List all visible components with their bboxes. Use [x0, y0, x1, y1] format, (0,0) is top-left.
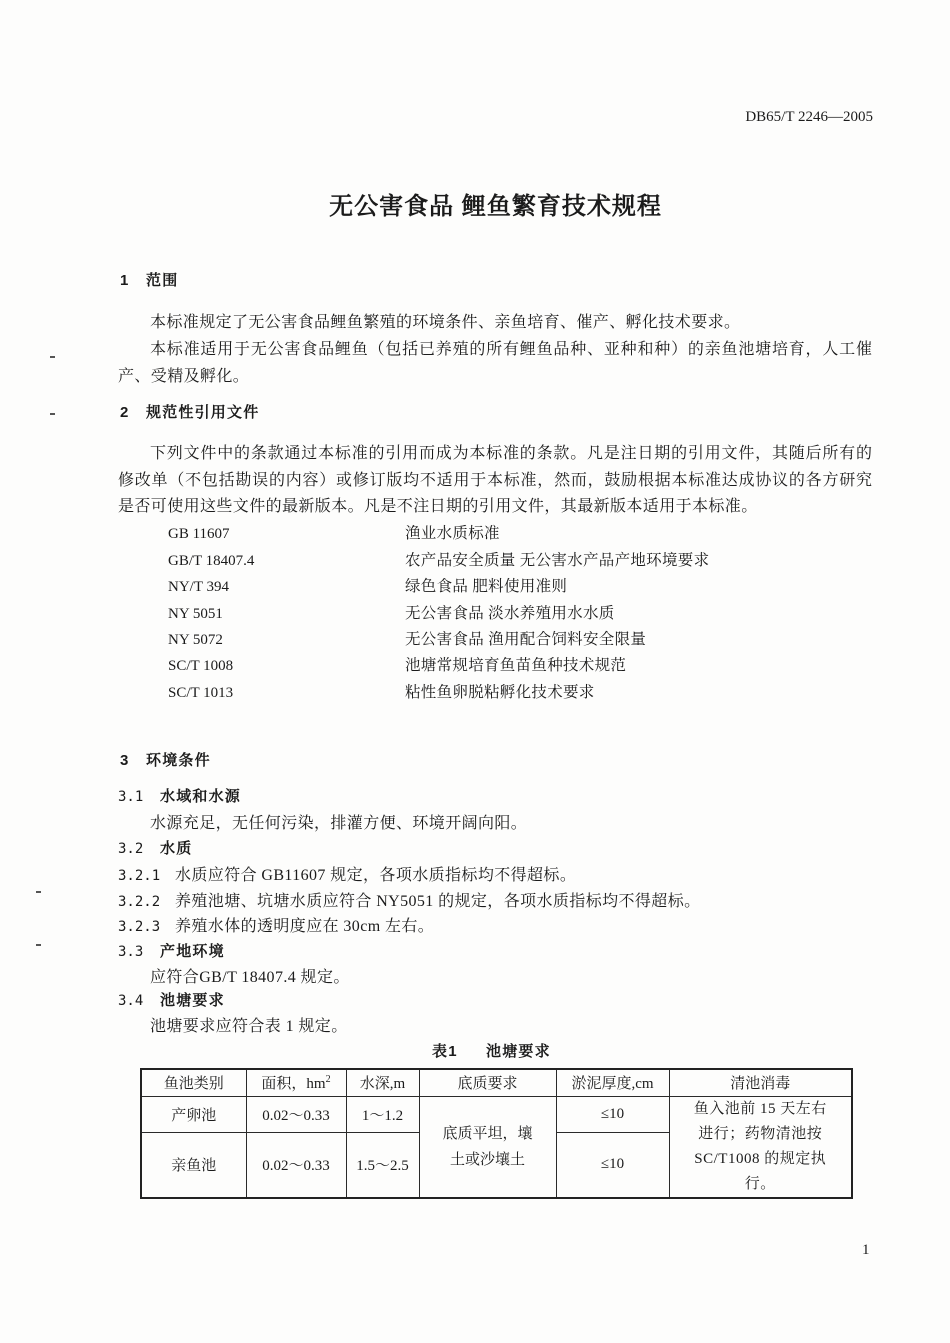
subsection-3-4-number: 3.4 [118, 993, 144, 1009]
bottom-requirement-line: 底质平坦，壤 [442, 1125, 533, 1142]
subsection-3-4-heading: 池塘要求 [160, 992, 225, 1009]
cell-area: 0.02～0.33 [246, 1096, 346, 1133]
section-1-para-1-line-1: 本标准规定了无公害食品鲤鱼繁殖的环境条件、亲鱼培育、催产、孵化技术要求。 [150, 314, 741, 331]
disinfection-line: 鱼入池前 15 天左右 [693, 1100, 827, 1117]
disinfection-line: 进行；药物清池按 [698, 1125, 823, 1142]
section-2-number: 2 [120, 404, 130, 421]
reference-title: 渔业水质标准 [405, 525, 500, 542]
header-area-superscript: 2 [325, 1074, 331, 1086]
scan-mark [36, 944, 41, 946]
cell-disinfection [669, 1096, 852, 1198]
subsection-3-1-heading: 水域和水源 [160, 788, 242, 805]
subsection-3-3-text: 应符合GB/T 18407.4 规定。 [150, 969, 350, 986]
reference-title: 粘性鱼卵脱粘孵化技术要求 [405, 684, 595, 701]
reference-code: NY/T 394 [168, 579, 229, 595]
clause-3-2-1-text: 水质应符合 GB11607 规定，各项水质指标均不得超标。 [175, 867, 577, 884]
disinfection-line: 行。 [744, 1175, 776, 1192]
section-2-intro-line-3: 是否可使用这些文件的最新版本。凡是不注日期的引用文件，其最新版本适用于本标准。 [118, 498, 758, 515]
subsection-3-3-number: 3.3 [118, 944, 144, 960]
section-3-number: 3 [120, 752, 130, 769]
section-2-intro-line-2: 修改单（不包括勘误的内容）或修订版均不适用于本标准，然而，鼓励根据本标准达成协议的各方研究 [118, 472, 872, 489]
reference-title: 无公害食品 淡水养殖用水水质 [405, 605, 615, 622]
reference-code: GB 11607 [168, 526, 230, 542]
cell-pond-type: 产卵池 [141, 1096, 246, 1133]
document-title: 无公害食品 鲤鱼繁育技术规程 [329, 193, 662, 220]
disinfection-line: SC/T1008 的规定执 [694, 1150, 827, 1167]
scan-mark [50, 413, 55, 415]
header-pond-type: 鱼池类别 [141, 1069, 246, 1096]
scan-mark [50, 356, 55, 358]
standard-number: DB65/T 2246—2005 [745, 109, 873, 125]
pond-requirements-table [140, 1068, 853, 1199]
clause-3-2-2-number: 3.2.2 [118, 894, 161, 910]
section-1-para-2-line-2: 产、受精及孵化。 [118, 368, 250, 385]
header-area [246, 1069, 346, 1096]
header-area-label: 面积，hm [261, 1076, 326, 1093]
reference-code: SC/T 1013 [168, 685, 234, 701]
reference-code: SC/T 1008 [168, 658, 234, 674]
cell-silt-thickness: ≤10 [556, 1096, 669, 1133]
reference-code: GB/T 18407.4 [168, 553, 255, 569]
cell-pond-type: 亲鱼池 [141, 1133, 246, 1198]
clause-3-2-2-text: 养殖池塘、坑塘水质应符合 NY5051 的规定，各项水质指标均不得超标。 [175, 893, 701, 910]
reference-code: NY 5072 [168, 632, 223, 648]
cell-silt-thickness: ≤10 [556, 1133, 669, 1198]
clause-3-2-3-number: 3.2.3 [118, 919, 161, 935]
section-2-intro-line-1: 下列文件中的条款通过本标准的引用而成为本标准的条款。凡是注日期的引用文件，其随后所有的 [150, 445, 872, 462]
clause-3-2-1-number: 3.2.1 [118, 868, 161, 884]
subsection-3-4-text: 池塘要求应符合表 1 规定。 [150, 1018, 348, 1035]
section-3-heading: 环境条件 [146, 752, 211, 769]
reference-title: 农产品安全质量 无公害水产品产地环境要求 [405, 552, 710, 569]
reference-title: 绿色食品 肥料使用准则 [405, 578, 568, 595]
clause-3-2-3-text: 养殖水体的透明度应在 30cm 左右。 [175, 918, 435, 935]
subsection-3-3-heading: 产地环境 [160, 943, 225, 960]
header-bottom-requirement: 底质要求 [419, 1069, 556, 1096]
subsection-3-2-heading: 水质 [160, 840, 193, 857]
reference-title: 无公害食品 渔用配合饲料安全限量 [405, 631, 647, 648]
subsection-3-2-number: 3.2 [118, 841, 144, 857]
page-number: 1 [862, 1242, 870, 1258]
header-depth: 水深,m [346, 1069, 419, 1096]
cell-bottom-requirement [419, 1096, 556, 1198]
header-disinfection: 清池消毒 [669, 1069, 852, 1096]
table-header-row [141, 1069, 852, 1096]
section-1-heading: 范围 [146, 272, 179, 289]
table-caption-number: 表1 [432, 1043, 458, 1060]
section-2-heading: 规范性引用文件 [146, 404, 260, 421]
reference-code: NY 5051 [168, 606, 223, 622]
cell-depth: 1.5～2.5 [346, 1133, 419, 1198]
bottom-requirement-line: 土或沙壤土 [449, 1151, 525, 1168]
section-1-number: 1 [120, 272, 130, 289]
table-caption-title: 池塘要求 [486, 1043, 551, 1060]
header-silt-thickness: 淤泥厚度,cm [556, 1069, 669, 1096]
reference-title: 池塘常规培育鱼苗鱼种技术规范 [405, 657, 627, 674]
cell-depth: 1～1.2 [346, 1096, 419, 1133]
cell-area: 0.02～0.33 [246, 1133, 346, 1198]
section-1-para-2-line-1: 本标准适用于无公害食品鲤鱼（包括已养殖的所有鲤鱼品种、亚种和种）的亲鱼池塘培育，人工催 [150, 341, 872, 358]
scan-mark [36, 891, 41, 893]
subsection-3-1-number: 3.1 [118, 789, 144, 805]
subsection-3-1-text: 水源充足，无任何污染，排灌方便、环境开阔向阳。 [150, 815, 528, 832]
table-row [141, 1096, 852, 1133]
